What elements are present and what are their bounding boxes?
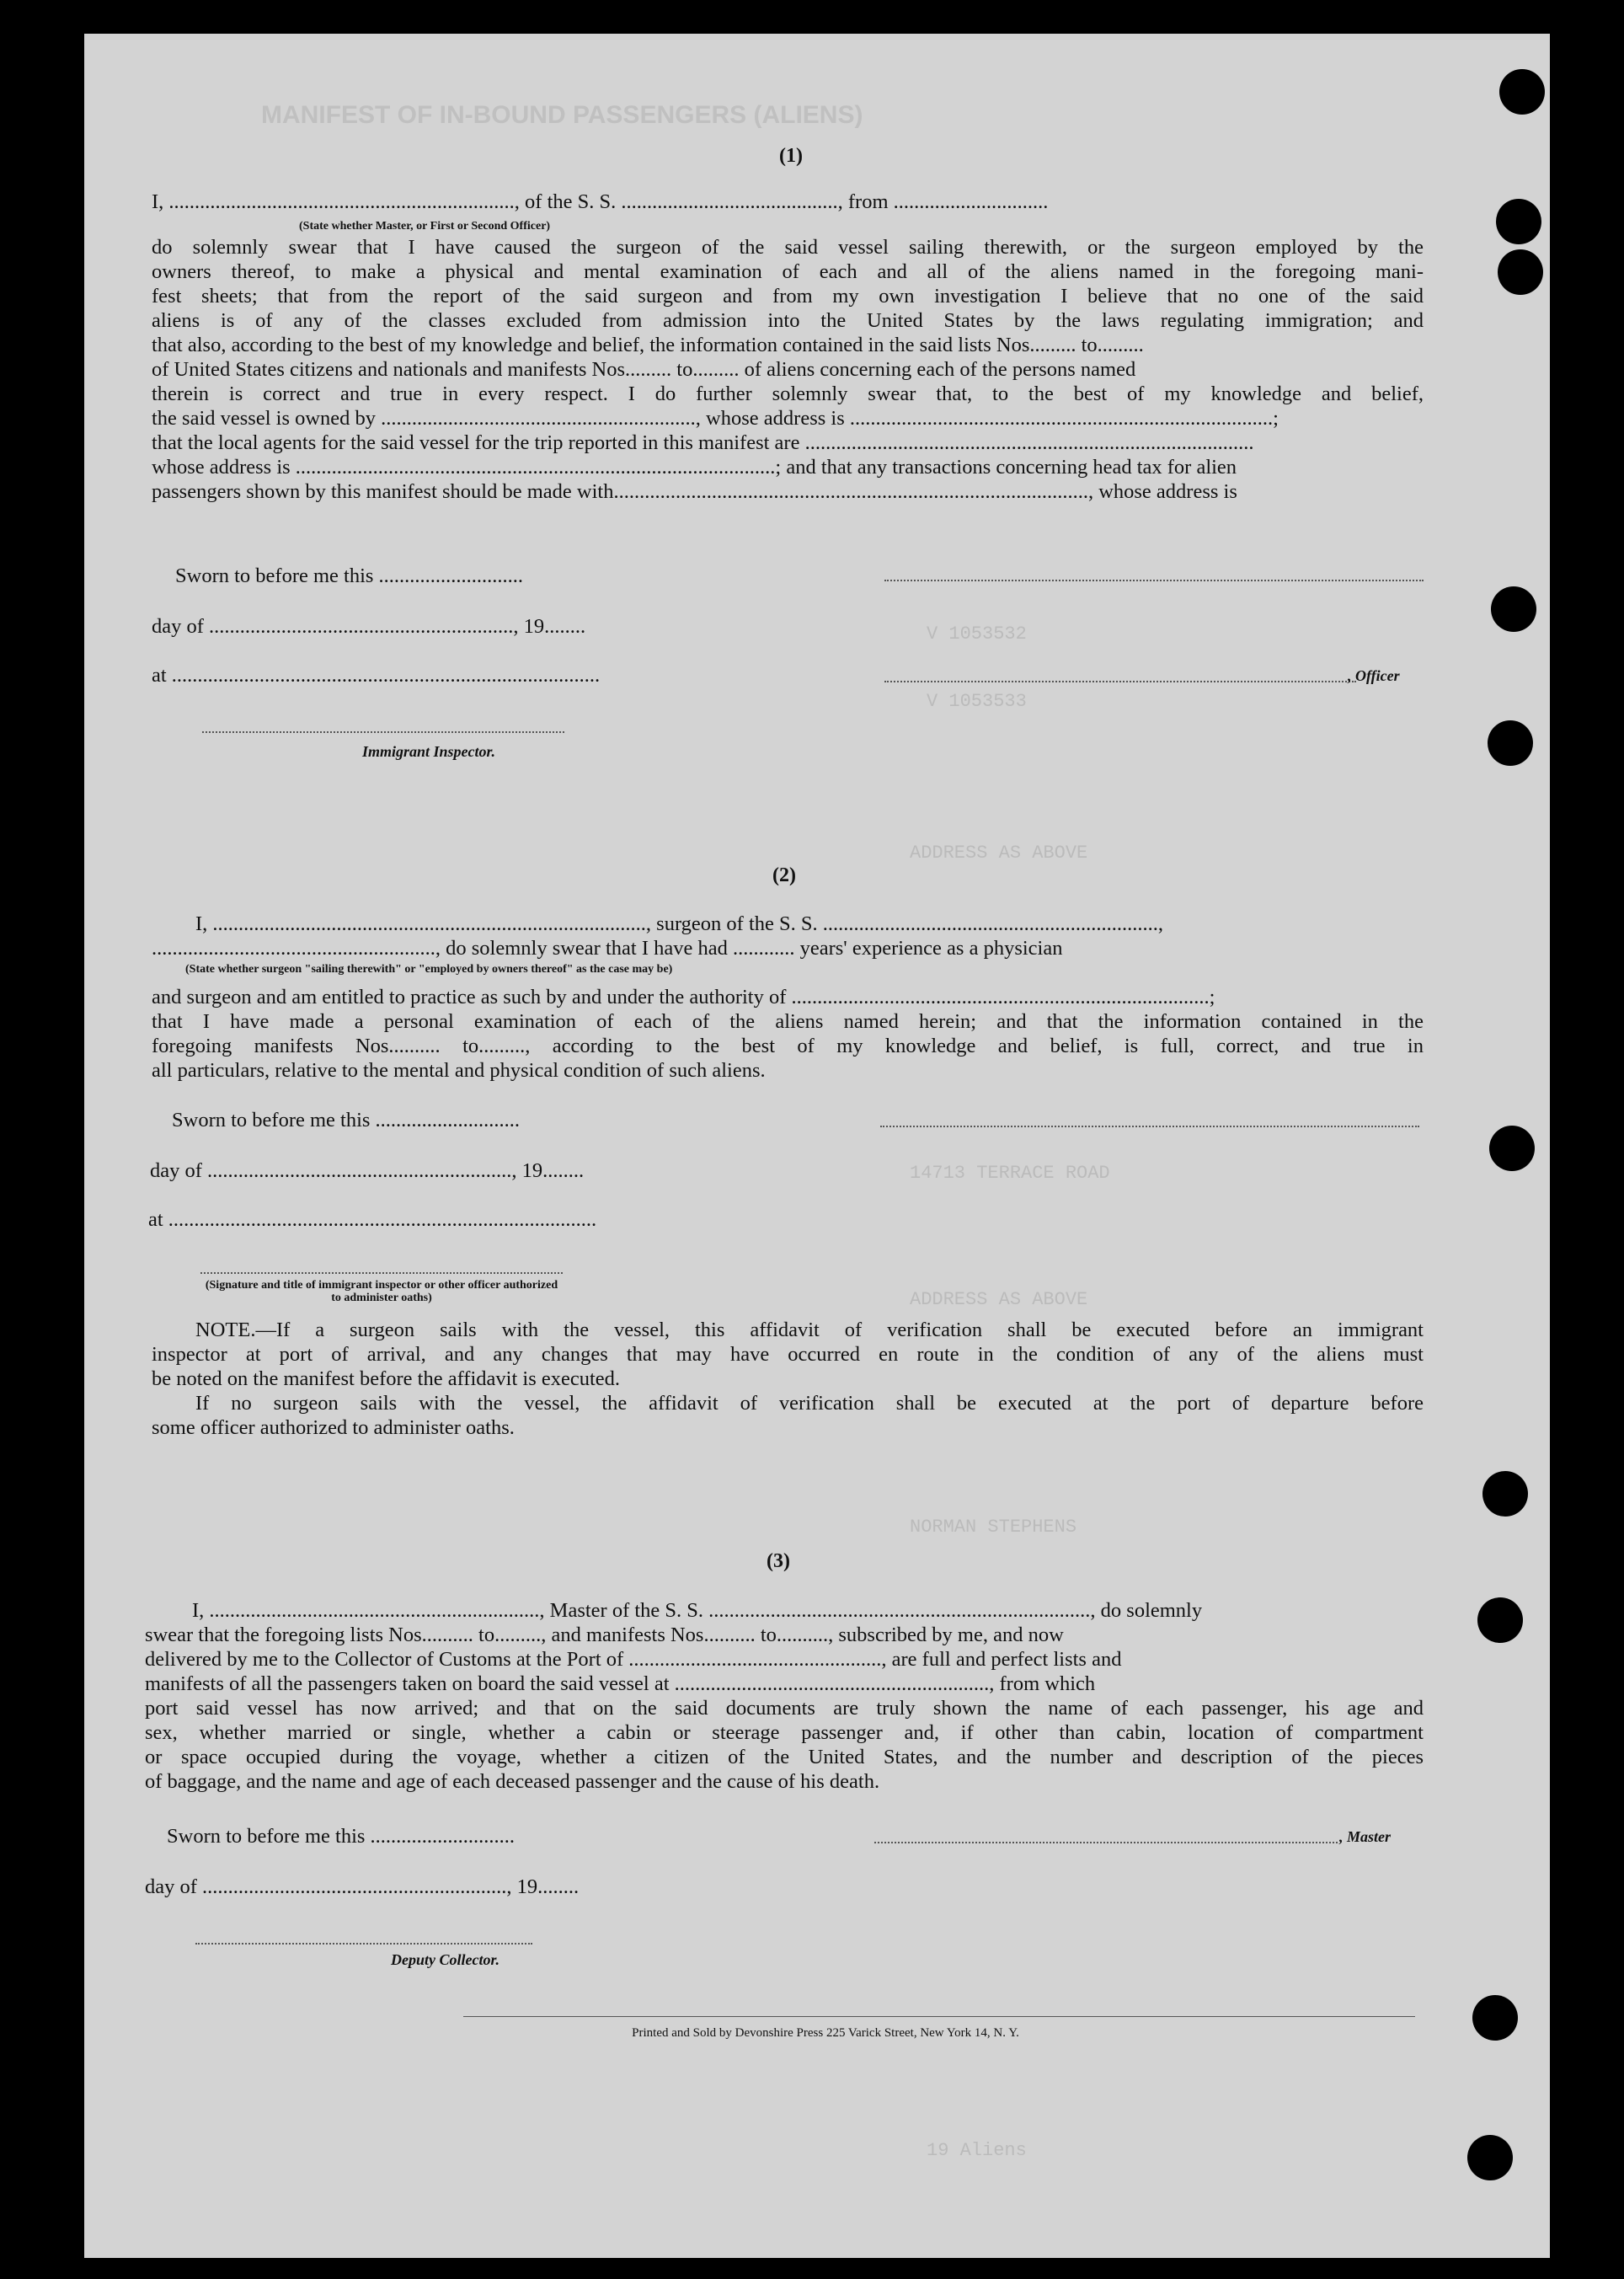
master-body-line: of baggage, and the name and age of each deceased passenger and the cause of his death.	[145, 1770, 880, 1793]
punch-hole	[1467, 2135, 1513, 2180]
place-line: at ...................................................................................	[148, 1208, 597, 1231]
note-line: some officer authorized to administer oaths.	[152, 1416, 515, 1439]
punch-hole	[1472, 1995, 1518, 2041]
bleed-through-text: V 1053532	[927, 623, 1027, 645]
surgeon-swear-line: ......................................................., do solemnly swear that I have had ............ years' experience as a physician	[152, 937, 1063, 960]
note-line: be noted on the manifest before the affidavit is executed.	[152, 1367, 621, 1390]
master-body-line: or space occupied during the voyage, whether a citizen of the United States, and the number and description of the pieces	[145, 1746, 1424, 1768]
inspector-signature-line	[200, 1272, 563, 1274]
note-line: If no surgeon sails with the vessel, the affidavit of verification shall be executed at the port of departure before	[195, 1392, 1424, 1415]
surgeon-caption: (State whether surgeon "sailing therewith" or "employed by owners thereof" as the case may be)	[185, 963, 673, 976]
punch-hole	[1496, 199, 1541, 244]
collector-label: Deputy Collector.	[391, 1951, 499, 1968]
date-line: day of ..........................................................., 19........	[145, 1875, 580, 1898]
surgeon-body-line: that I have made a personal examination of each of the aliens named herein; and that the information contained in the	[152, 1010, 1424, 1033]
section-number: (2)	[772, 864, 796, 886]
oath-body-line: whose address is .............................................................................................; and that any transactions concerning head tax for alien	[152, 456, 1237, 479]
punch-hole	[1477, 1597, 1523, 1643]
surgeon-intro-line: I, ...................................................................................., surgeon of the S. S. .................................................................,	[195, 912, 1163, 935]
note-line: NOTE.—If a surgeon sails with the vessel, this affidavit of verification shall be executed before an immigrant	[195, 1319, 1424, 1341]
master-body-line: delivered by me to the Collector of Customs at the Port of ................................................., are full and perfect lists and	[145, 1648, 1122, 1671]
punch-hole	[1482, 1471, 1528, 1517]
signature-caption: (Signature and title of immigrant inspector or other officer authorized to administer oaths)	[205, 1279, 558, 1304]
oath-body-line: therein is correct and true in every respect. I do further solemnly swear that, to the best of my knowledge and belief,	[152, 383, 1424, 405]
master-body-line: manifests of all the passengers taken on board the said vessel at ............................................................., from which	[145, 1672, 1096, 1695]
punch-hole	[1498, 249, 1543, 295]
bleed-through-text: ADDRESS AS ABOVE	[910, 1289, 1088, 1310]
master-signature-line	[874, 1842, 1338, 1843]
place-line: at ...................................................................................	[152, 664, 601, 687]
surgeon-body-line: foregoing manifests Nos.......... to........., according to the best of my knowledge and belief, is full, correct, and true in	[152, 1035, 1424, 1057]
master-body-line: port said vessel has now arrived; and that on the said documents are truly shown the name of each passenger, his age and	[145, 1697, 1424, 1720]
punch-hole	[1489, 1126, 1535, 1171]
officer-label: , Officer	[1348, 667, 1400, 684]
oath-body-line: that also, according to the best of my knowledge and belief, the information contained in the said lists Nos......... to.........	[152, 334, 1144, 356]
bleed-through-text: 14713 TERRACE ROAD	[910, 1163, 1110, 1184]
note-lead: NOTE.	[195, 1319, 256, 1341]
section-number: (1)	[779, 145, 803, 167]
oath-body-line: owners thereof, to make a physical and mental examination of each and all of the aliens named in the foregoing mani-	[152, 260, 1424, 283]
oath-body-line: that the local agents for the said vessel for the trip reported in this manifest are .......................................................................................	[152, 431, 1254, 454]
sworn-line: Sworn to before me this ............................	[175, 564, 524, 587]
bleed-through-text: 19 Aliens	[927, 2140, 1027, 2161]
bleed-through-text: ADDRESS AS ABOVE	[910, 843, 1088, 864]
oath-body-line: the said vessel is owned by ............................................................., whose address is ..................................................................................;	[152, 407, 1279, 430]
surgeon-body-line: all particulars, relative to the mental and physical condition of such aliens.	[152, 1059, 766, 1082]
signature-line	[880, 1126, 1419, 1127]
printer-footer: Printed and Sold by Devonshire Press 225 Varick Street, New York 14, N. Y.	[632, 2026, 1019, 2040]
oath-body-line: fest sheets; that from the report of the said surgeon and from my own investigation I believe that no one of the said	[152, 285, 1424, 308]
punch-hole	[1488, 720, 1533, 766]
footer-rule	[463, 2016, 1415, 2017]
oath-intro-line: I, ..................................................................., of the S. S. .........................................., from ..............................	[152, 190, 1049, 213]
master-label: , Master	[1339, 1828, 1392, 1845]
officer-caption: (State whether Master, or First or Second Officer)	[299, 220, 551, 233]
bleed-through-text: NORMAN STEPHENS	[910, 1517, 1077, 1538]
sworn-line: Sworn to before me this ............................	[167, 1825, 516, 1848]
oath-body-line: aliens is of any of the classes excluded from admission into the United States by the laws regulating immigration; and	[152, 309, 1424, 332]
bleed-through-text: MANIFEST OF IN-BOUND PASSENGERS (ALIENS)	[261, 101, 863, 129]
oath-body-line: do solemnly swear that I have caused the surgeon of the said vessel sailing therewith, or the surgeon employed by the	[152, 236, 1424, 259]
master-body-line: sex, whether married or single, whether a cabin or steerage passenger and, if other than cabin, location of compartment	[145, 1721, 1424, 1744]
inspector-label: Immigrant Inspector.	[362, 743, 496, 760]
collector-signature-line	[195, 1943, 532, 1945]
master-body-line: I, ................................................................, Master of the S. S. .........................................................................., do solemnly	[192, 1599, 1203, 1622]
surgeon-body-line: and surgeon and am entitled to practice as such by and under the authority of .................................................................................;	[152, 986, 1215, 1008]
oath-body-line: passengers shown by this manifest should be made with............................................................................................, whose address is	[152, 480, 1237, 503]
master-body-line: swear that the foregoing lists Nos.......... to........., and manifests Nos.......... to.........., subscribed by me, and now	[145, 1624, 1064, 1646]
punch-hole	[1499, 69, 1545, 115]
sworn-line: Sworn to before me this ............................	[172, 1109, 521, 1131]
section-number: (3)	[767, 1550, 790, 1572]
note-line: inspector at port of arrival, and any changes that may have occurred en route in the condition of any of the aliens must	[152, 1343, 1424, 1366]
officer-signature-line	[884, 681, 1356, 682]
oath-body-line: of United States citizens and nationals and manifests Nos......... to......... of aliens concerning each of the persons named	[152, 358, 1136, 381]
inspector-signature-line	[202, 731, 564, 733]
bleed-through-text: V 1053533	[927, 691, 1027, 712]
punch-hole	[1491, 586, 1536, 632]
signature-line	[884, 580, 1424, 581]
date-line: day of ..........................................................., 19........	[150, 1159, 585, 1182]
date-line: day of ..........................................................., 19........	[152, 615, 586, 638]
